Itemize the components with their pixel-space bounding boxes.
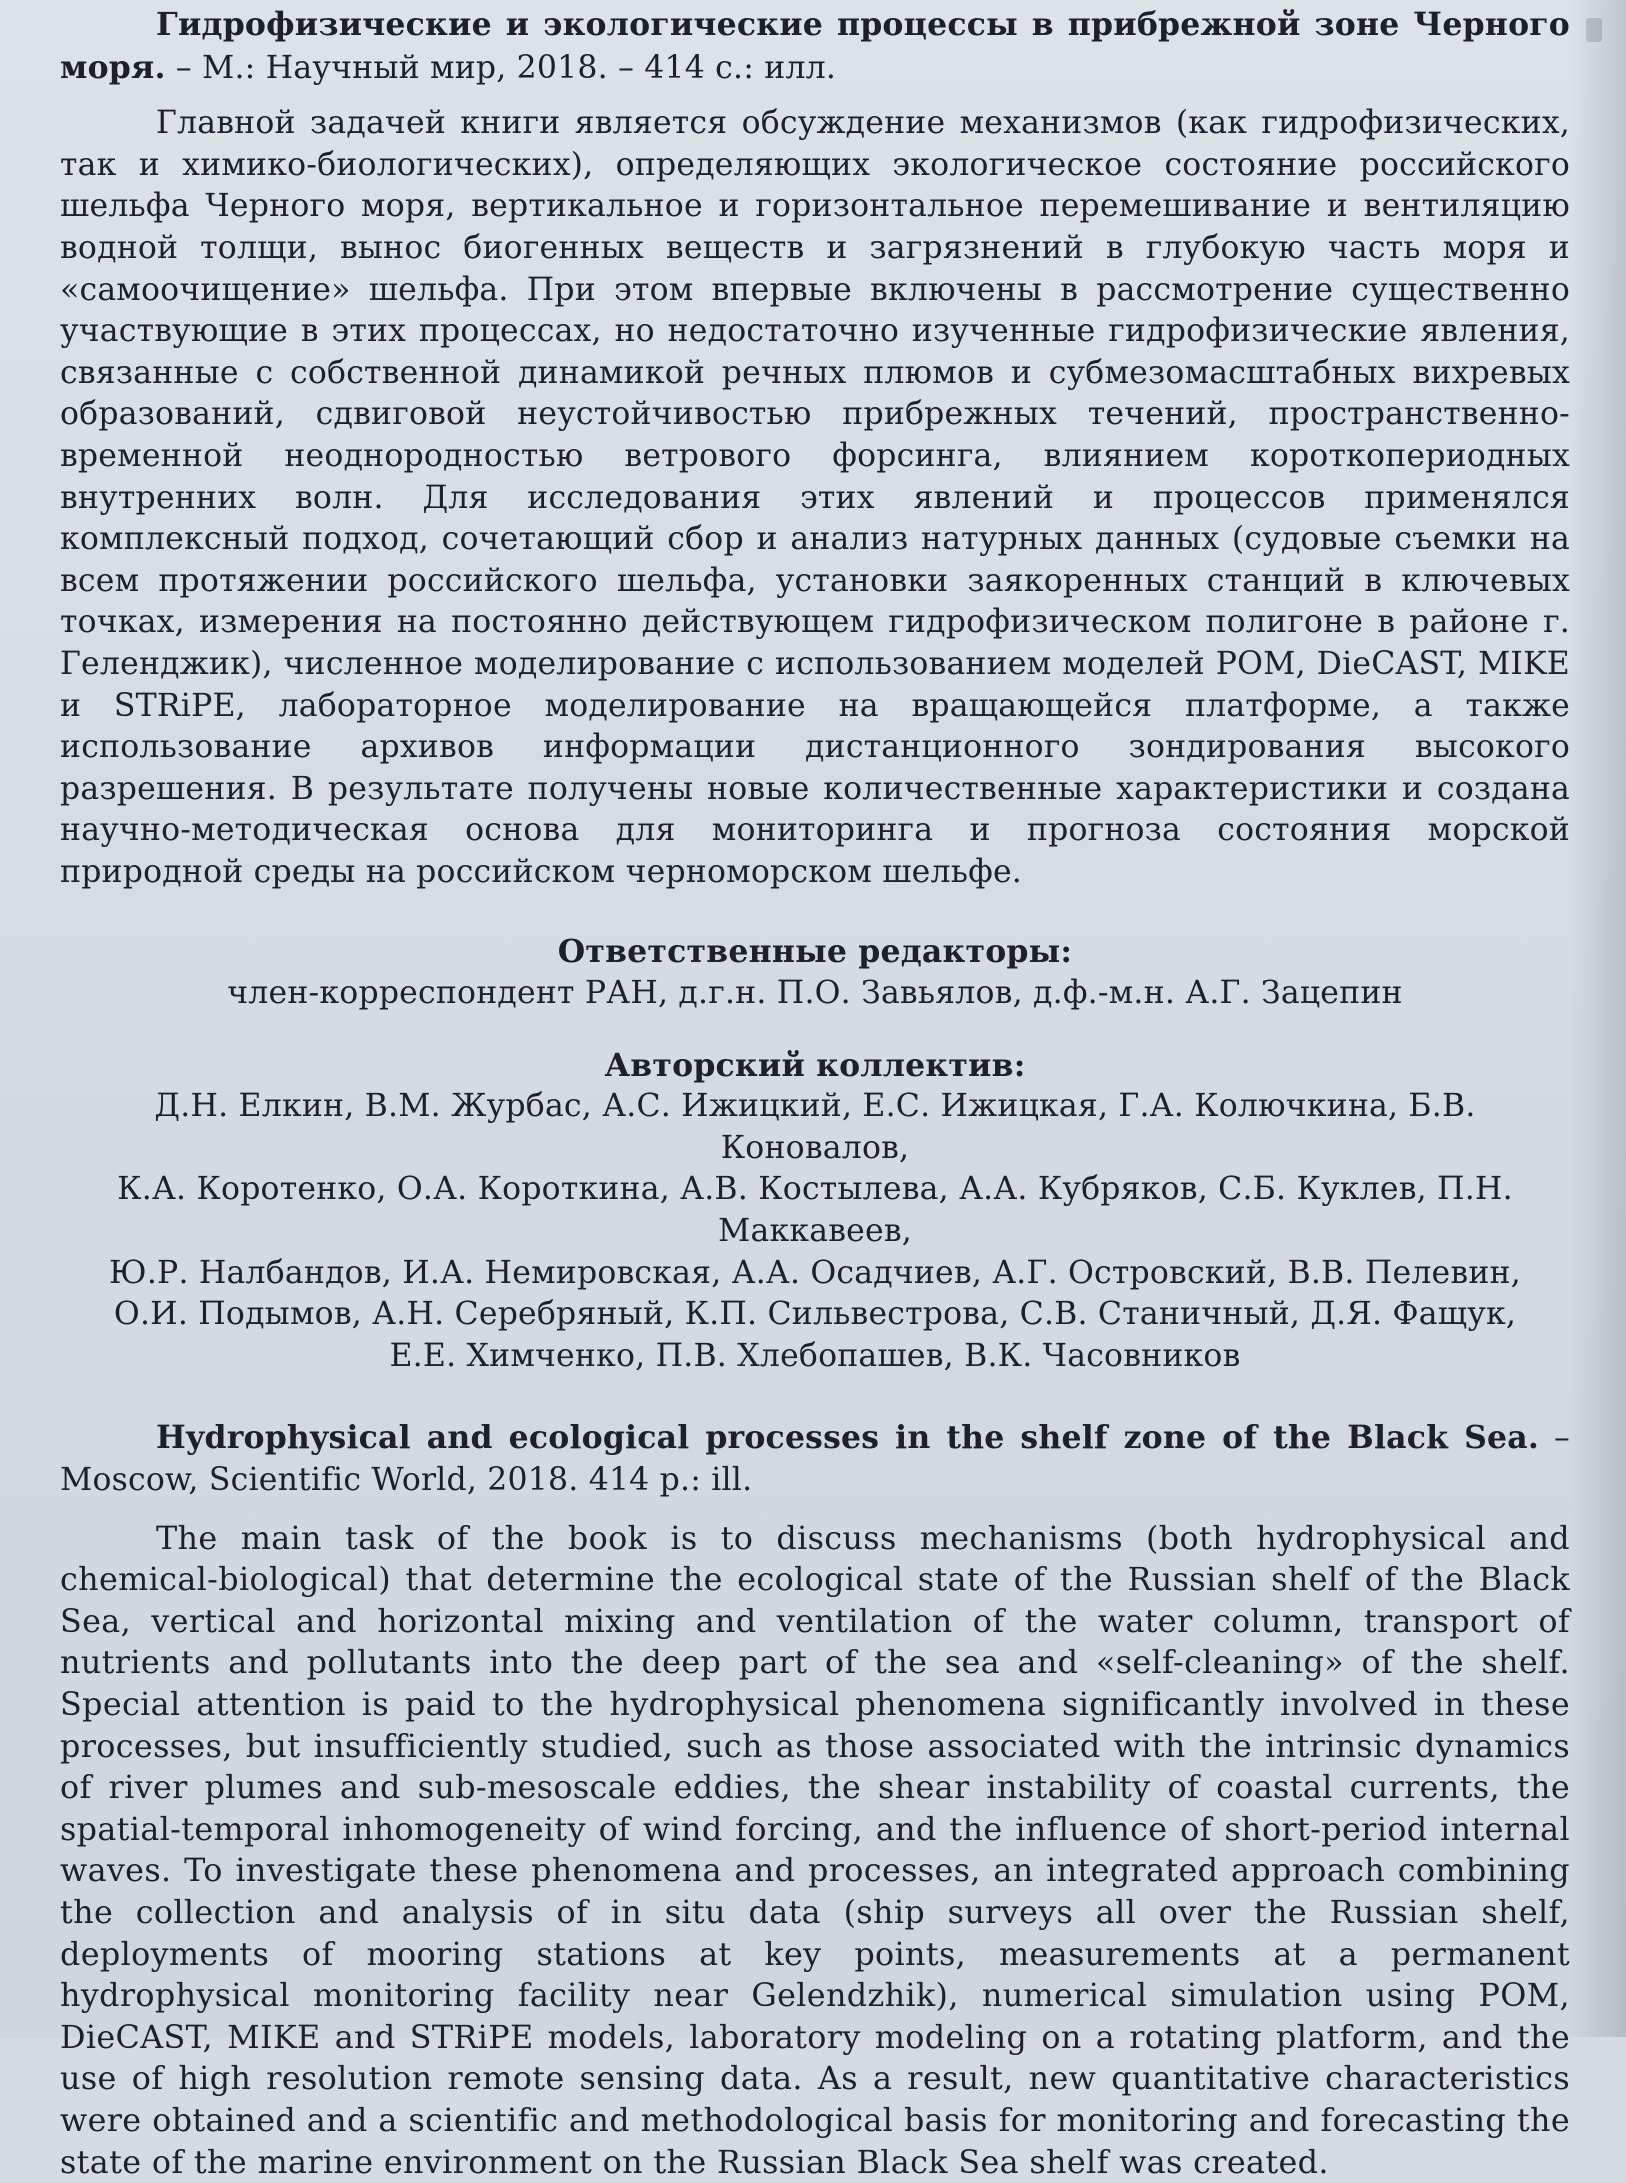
russian-title xyxy=(60,4,1570,89)
authors-line: О.И. Подымов, А.Н. Серебряный, К.П. Сильвестрова, С.В. Станичный, Д.Я. Фащук, xyxy=(113,1296,1517,1333)
editors-list: член-корреспондент РАН, д.г.н. П.О. Завьялов, д.ф.-м.н. А.Г. Зацепин xyxy=(227,975,1403,1012)
russian-publication-info: – М.: Научный мир, 2018. – 414 с.: илл. xyxy=(165,49,837,86)
english-abstract: The main task of the book is to discuss mechanisms (both hydrophysical and chemical-biological) that determine the ecological state of the Russian shelf of the Black Sea, vertical and horizontal mixing and ventilation of the water column, transport of nutrients and pollutants into the deep part of the sea and «self-cleaning» of the shelf. Special attention is paid to the hydrophysical phenomena significantly involved in these processes, but insufficiently studied, such as those associated with the intrinsic dynamics of river plumes and sub-mesoscale eddies, the shear instability of coastal currents, the spatial-temporal inhomogeneity of wind forcing, and the influence of short-period internal waves. To investigate these phenomena and processes, an integrated approach combining the collection and analysis of in situ data (ship surveys all over the Russian shelf, deployments of mooring stations at key points, measurements at a permanent hydrophysical monitoring facility near Gelendzhik), numerical simulation using POM, DieCAST, MIKE and STRiPE models, laboratory modeling on a rotating platform, and the use of high resolution remote sensing data. As a result, new quantitative characteristics were obtained and a scientific and methodological basis for monitoring and forecasting the state of the marine environment on the Russian Black Sea shelf was created. xyxy=(60,1519,1570,2181)
authors-heading: Авторский коллектив: xyxy=(604,1046,1026,1084)
authors-line: Д.Н. Елкин, В.М. Журбас, А.С. Ижицкий, Е.С. Ижицкая, Г.А. Колючкина, Б.В. Коновалов, xyxy=(154,1088,1476,1166)
english-publication-info: – Moscow, Scientific World, 2018. 414 p.: ill. xyxy=(60,1420,1570,1498)
english-title-bold: Hydrophysical and ecological processes in the shelf zone of the Black Sea. xyxy=(156,1419,1540,1457)
russian-abstract: Главной задачей книги является обсуждение механизмов (как гидрофизических, так и химико-биологических), определяющих экологическое состояние российского шельфа Черного моря, вертикальное и горизонтальное перемешивание и вентиляцию водной толщи, вынос биогенных веществ и загрязнений в глубокую часть моря и «самоочищение» шельфа. При этом впервые включены в рассмотрение существенно участвующие в этих процессах, но недостаточно изученные гидрофизические явления, связанные с собственной динамикой речных плюмов и субмезомасштабных вихревых образований, сдвиговой неустойчивостью прибрежных течений, пространственно-временной неоднородностью ветрового форсинга, влиянием короткопериодных внутренних волн. Для исследования этих явлений и процессов применялся комплексный подход, сочетающий сбор и анализ натурных данных (судовые съемки на всем протяжении российского шельфа, установки заякоренных станций в ключевых точках, измерения на постоянно действующем гидрофизическом полигоне в районе г. Геленджик), численное моделирование с использованием моделей POM, DieCAST, MIKE и STRiPE, лабораторное моделирование на вращающейся платформе, а также использование архивов информации дистанционного зондирования высокого разрешения. В результате получены новые количественные характеристики и создана научно-методическая основа для мониторинга и прогноза состояния морской природной среды на российском черноморском шельфе. xyxy=(60,105,1570,890)
authors-line: К.А. Коротенко, О.А. Короткина, А.В. Костылева, А.А. Кубряков, С.Б. Куклев, П.Н. Маккавеев, xyxy=(117,1171,1513,1250)
authors-line: Е.Е. Химченко, П.В. Хлебопашев, В.К. Часовников xyxy=(389,1337,1241,1374)
page-content xyxy=(60,4,1570,2183)
editors-heading: Ответственные редакторы: xyxy=(557,933,1073,971)
authors-line: Ю.Р. Налбандов, И.А. Немировская, А.А. Осадчиев, А.Г. Островский, В.В. Пелевин, xyxy=(109,1254,1521,1291)
authors-list xyxy=(60,1086,1570,1377)
english-title xyxy=(60,1417,1570,1501)
page-corner-mark xyxy=(1586,18,1602,42)
russian-title-bold: Гидрофизические и экологические процессы в прибрежной зоне Черного моря. xyxy=(60,6,1570,86)
